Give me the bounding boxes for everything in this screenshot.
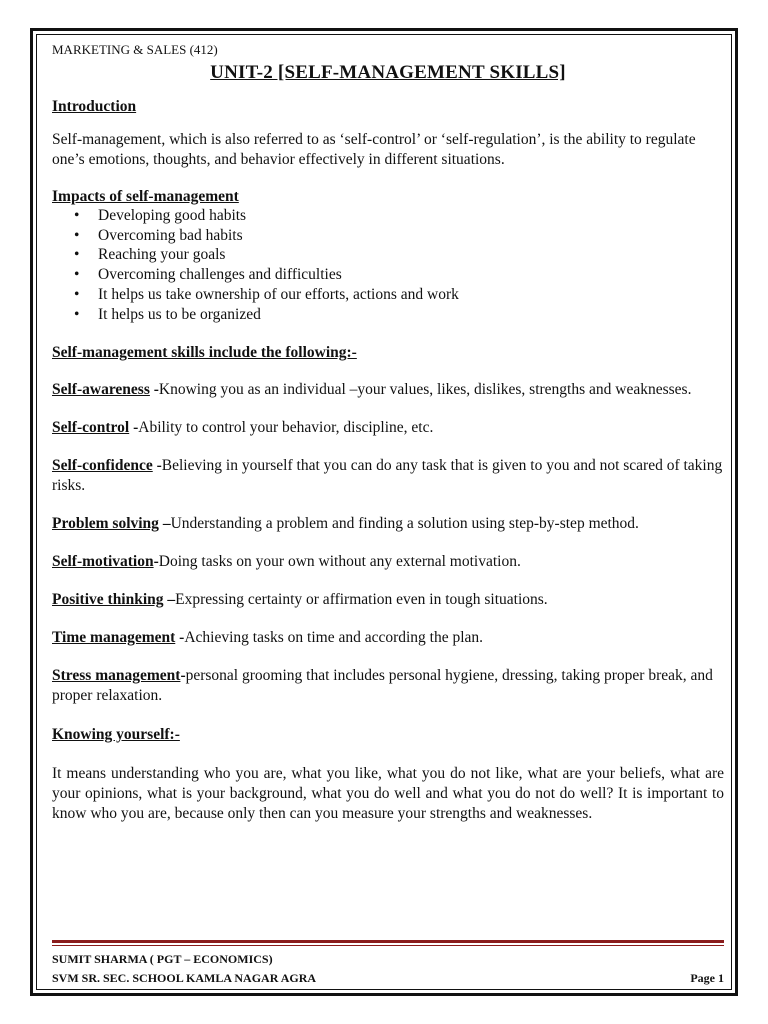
- list-item: • Developing good habits: [74, 206, 724, 226]
- knowing-yourself-text: It means understanding who you are, what you like, what you do not like, what are your beliefs, what are your opinions, what is your background, what you do well and what you do not do well? It is important to know who you are, because only then can you measure your strengths and weaknesses.: [52, 765, 724, 823]
- list-item: • Overcoming bad habits: [74, 226, 724, 246]
- skill-separator: –: [163, 591, 176, 609]
- skill-term: Stress management: [52, 667, 181, 685]
- skill-separator: -: [180, 667, 186, 685]
- skill-term: Self-confidence: [52, 457, 153, 475]
- skill-description: personal grooming that includes personal hygiene, dressing, taking proper break, and proper relaxation.: [52, 667, 713, 705]
- introduction-text: Self-management, which is also referred to as ‘self-control’ or ‘self-regulation’, is the ability to regulate one’s emotions, thoughts, and behavior effectively in different situations.: [52, 131, 696, 168]
- skill-self-motivation: [52, 552, 724, 572]
- list-item: • Reaching your goals: [74, 245, 724, 265]
- skill-self-control: [52, 418, 724, 438]
- skill-time-management: [52, 628, 724, 648]
- impacts-heading: Impacts of self-management: [52, 188, 239, 205]
- skill-problem-solving: [52, 514, 724, 534]
- list-item: • Overcoming challenges and difficulties: [74, 265, 724, 285]
- list-item: • It helps us to be organized: [74, 305, 724, 325]
- document-body: [52, 40, 724, 824]
- skills-heading: Self-management skills include the following:-: [52, 344, 357, 362]
- skill-description: Understanding a problem and finding a solution using step-by-step method.: [170, 515, 639, 533]
- footer-school: SVM SR. SEC. SCHOOL KAMLA NAGAR AGRA: [52, 971, 317, 985]
- knowing-yourself-heading: Knowing yourself:-: [52, 726, 180, 744]
- skill-term: Self-awareness: [52, 381, 150, 399]
- skill-description: Achieving tasks on time and according the plan.: [184, 629, 484, 647]
- skill-self-confidence: [52, 456, 724, 496]
- skill-separator: -: [152, 457, 162, 475]
- footer-divider-thin: [52, 945, 724, 946]
- skill-term: Problem solving: [52, 515, 159, 533]
- list-item: • It helps us take ownership of our efforts, actions and work: [74, 285, 724, 305]
- impacts-list: [52, 206, 724, 324]
- skill-term: Self-motivation: [52, 553, 154, 571]
- course-code: MARKETING & SALES (412): [52, 42, 218, 57]
- skill-term: Positive thinking: [52, 591, 164, 609]
- skill-separator: -: [153, 553, 159, 571]
- skill-description: Knowing you as an individual –your values, likes, dislikes, strengths and weaknesses.: [158, 381, 692, 399]
- skill-separator: –: [158, 515, 171, 533]
- skill-term: Time management: [52, 629, 176, 647]
- page-title: UNIT-2 [SELF-MANAGEMENT SKILLS]: [210, 62, 566, 83]
- skill-self-awareness: [52, 380, 724, 400]
- skill-description: Ability to control your behavior, discipline, etc.: [138, 419, 434, 437]
- skill-separator: -: [129, 419, 139, 437]
- skill-description: Believing in yourself that you can do any task that is given to you and not scared of taking risks.: [52, 457, 723, 495]
- skill-description: Doing tasks on your own without any external motivation.: [158, 553, 521, 571]
- skill-separator: -: [149, 381, 159, 399]
- skill-term: Self-control: [52, 419, 130, 437]
- skill-positive-thinking: [52, 590, 724, 610]
- footer-divider-thick: [52, 940, 724, 943]
- skill-separator: -: [175, 629, 185, 647]
- introduction-heading: Introduction: [52, 98, 137, 115]
- skill-stress-management: [52, 666, 724, 706]
- page-footer: [52, 950, 724, 988]
- footer-author: SUMIT SHARMA ( PGT – ECONOMICS): [52, 952, 273, 966]
- page-number: Page 1: [690, 971, 724, 985]
- skill-description: Expressing certainty or affirmation even in tough situations.: [175, 591, 548, 609]
